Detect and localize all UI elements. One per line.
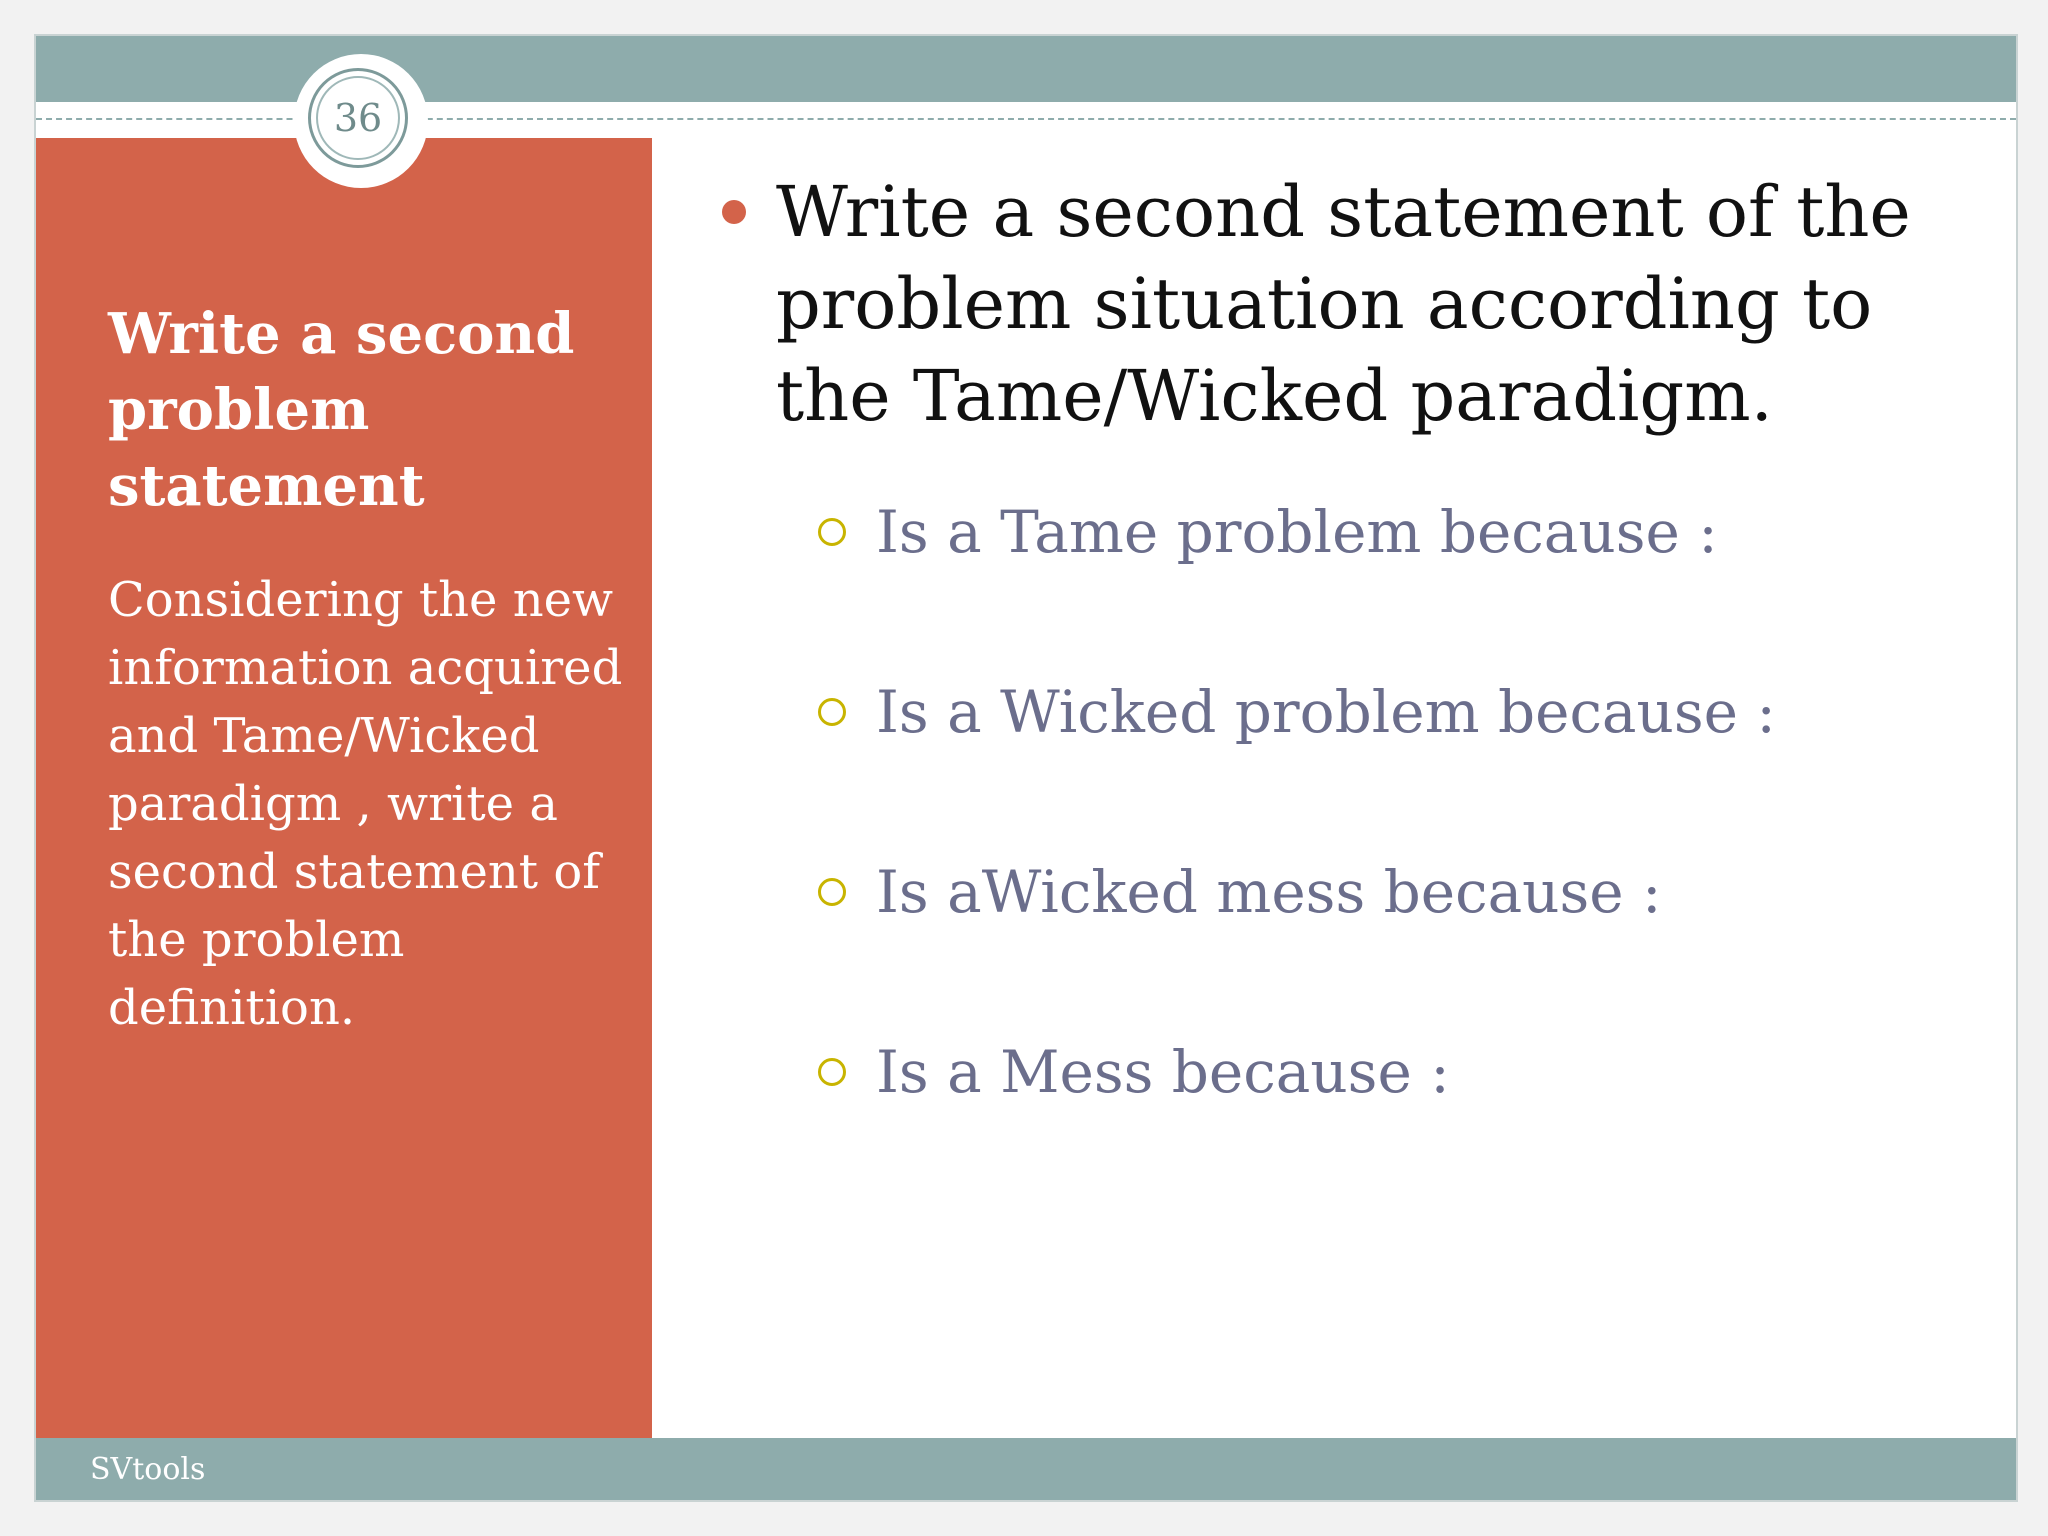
slide (34, 34, 2018, 1502)
slide-number-badge (294, 54, 428, 188)
hollow-ring-bullet-icon (818, 878, 846, 906)
sidebar-panel (36, 138, 652, 1438)
sub-bullet-item-mess (818, 1032, 1450, 1112)
sub-bullet-text: Is a Mess because : (876, 1038, 1450, 1106)
hollow-ring-bullet-icon (818, 518, 846, 546)
sub-bullet-text: Is a Wicked problem because : (876, 678, 1776, 746)
main-bullet-item (722, 166, 1982, 442)
footer-text: SVtools (90, 1452, 206, 1487)
filled-circle-bullet-icon (722, 200, 746, 224)
slide-number: 36 (333, 96, 383, 140)
sidebar-title: Write a second problem statement (108, 301, 575, 519)
sub-bullet-text: Is aWicked mess because : (876, 858, 1662, 926)
slide-number-ring-icon (308, 68, 408, 168)
footer-band (36, 1438, 2016, 1502)
sub-bullet-item-wicked-mess (818, 852, 1662, 932)
hollow-ring-bullet-icon (818, 698, 846, 726)
hollow-ring-bullet-icon (818, 1058, 846, 1086)
sidebar-body: Considering the new information acquired and Tame/Wicked paradigm , write a second statement of the problem definition. (108, 572, 623, 1036)
main-content (722, 166, 1982, 1106)
main-heading: Write a second statement of the problem situation according to the Tame/Wicked paradigm. (776, 171, 1911, 437)
sub-bullet-item-tame-problem (818, 492, 1718, 572)
sub-bullet-item-wicked-problem (818, 672, 1776, 752)
sub-bullet-text: Is a Tame problem because : (876, 498, 1718, 566)
